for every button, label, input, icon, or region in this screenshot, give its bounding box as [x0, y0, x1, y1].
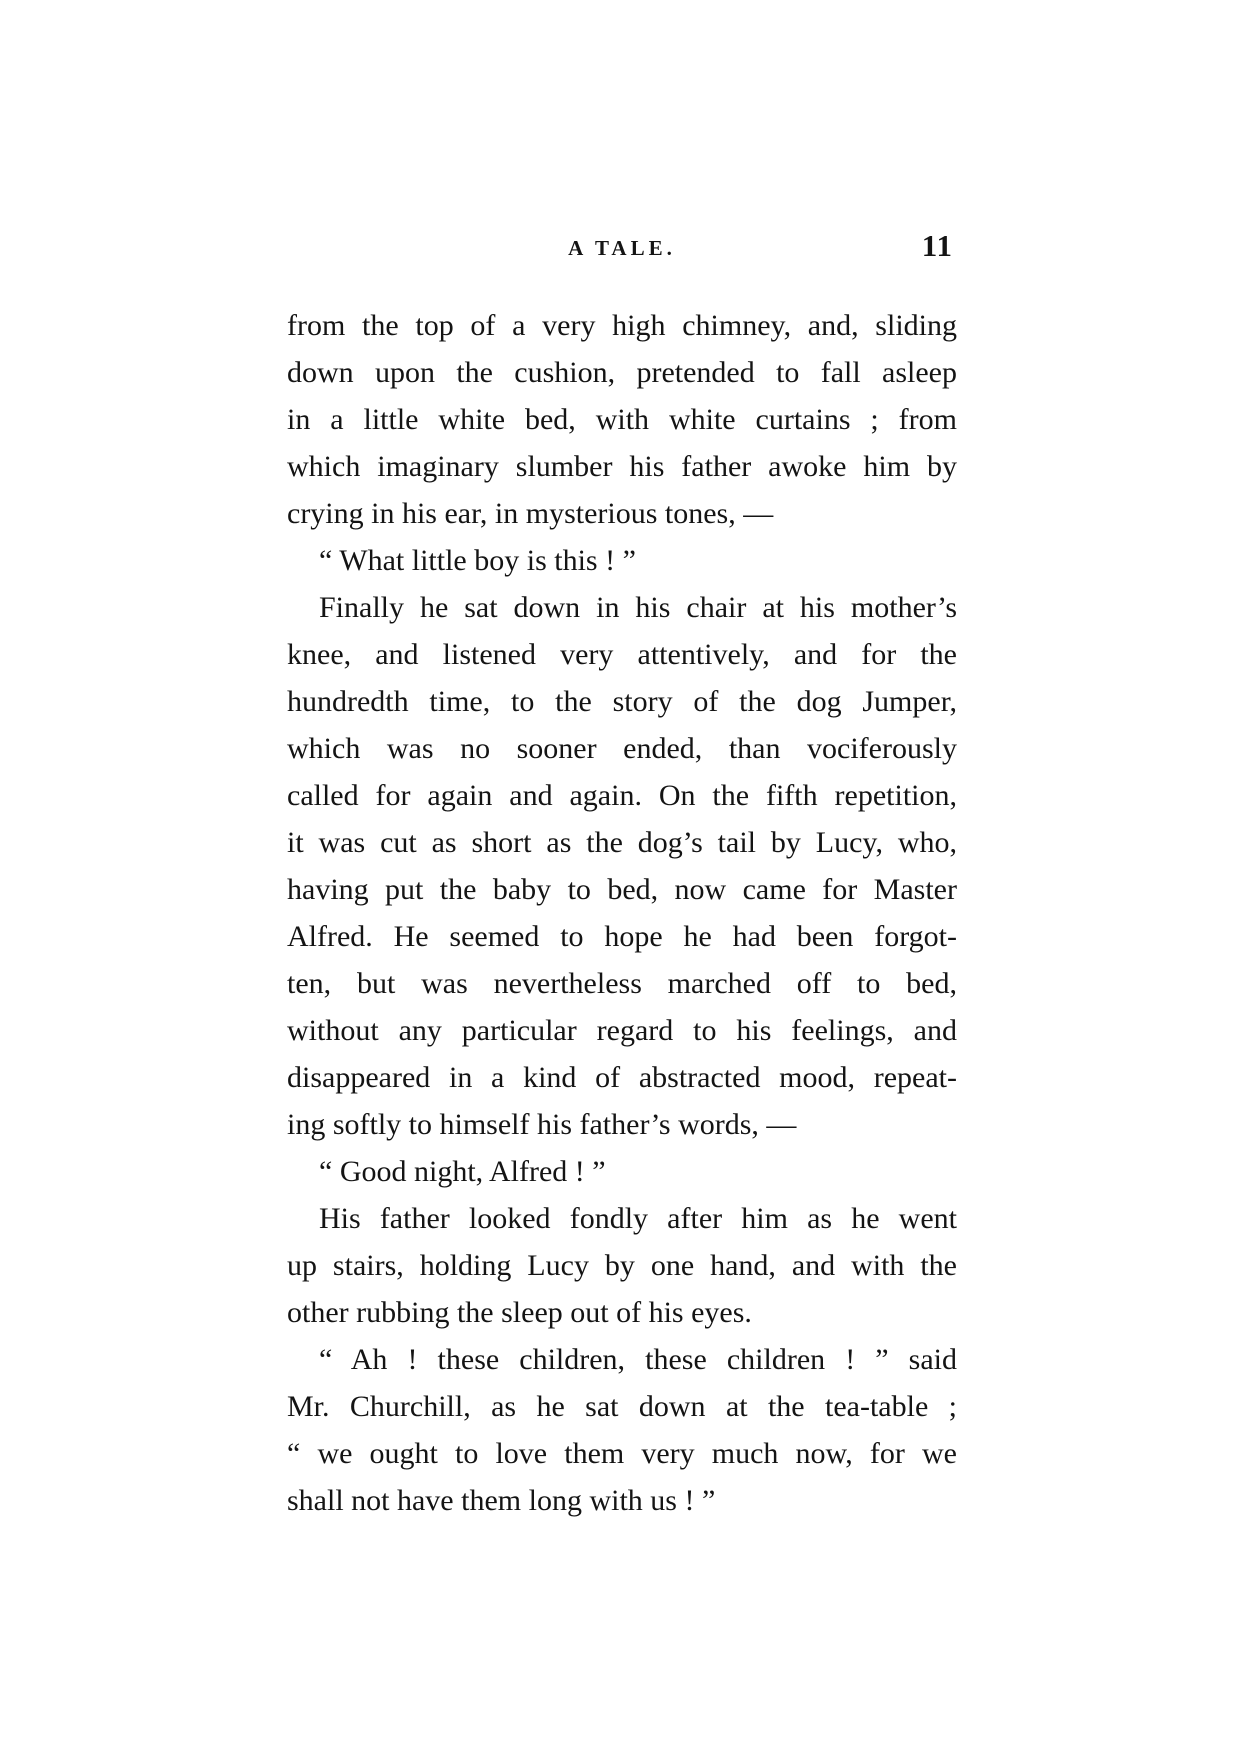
text-line: down upon the cushion, pretended to fall asleep — [287, 356, 957, 389]
text-line: hundredth time, to the story of the dog Jumper, — [287, 685, 957, 718]
text-line: from the top of a very high chimney, and, sliding — [287, 309, 957, 342]
text-line: shall not have them long with us ! ” — [287, 1484, 716, 1517]
text-line: disappeared in a kind of abstracted mood, repeat- — [287, 1061, 957, 1094]
text-line: Alfred. He seemed to hope he had been forgot- — [287, 920, 957, 953]
text-line: called for again and again. On the fifth repetition, — [287, 779, 957, 812]
text-line: which imaginary slumber his father awoke him by — [287, 450, 957, 483]
text-line: crying in his ear, in mysterious tones, — — [287, 497, 774, 530]
text-line: “ Good night, Alfred ! ” — [319, 1155, 606, 1188]
text-line: having put the baby to bed, now came for Master — [287, 873, 957, 906]
text-line: it was cut as short as the dog’s tail by Lucy, who, — [287, 826, 957, 859]
text-line: in a little white bed, with white curtains ; from — [287, 403, 957, 436]
text-line: ten, but was nevertheless marched off to bed, — [287, 967, 957, 1000]
text-line: other rubbing the sleep out of his eyes. — [287, 1296, 752, 1329]
text-line: Mr. Churchill, as he sat down at the tea-table ; — [287, 1390, 957, 1423]
text-line: Finally he sat down in his chair at his mother’s — [319, 591, 957, 624]
body-text — [287, 302, 957, 1524]
text-line: which was no sooner ended, than vociferously — [287, 732, 957, 765]
page-number: 11 — [921, 228, 953, 263]
text-line: knee, and listened very attentively, and for the — [287, 638, 957, 671]
running-head-title: A TALE. — [568, 236, 676, 260]
text-line: “ What little boy is this ! ” — [319, 544, 636, 577]
text-line: ing softly to himself his father’s words, — — [287, 1108, 797, 1141]
text-line: “ we ought to love them very much now, for we — [287, 1437, 957, 1470]
text-line: His father looked fondly after him as he went — [319, 1202, 957, 1235]
text-line: without any particular regard to his feelings, and — [287, 1014, 957, 1047]
text-line: “ Ah ! these children, these children ! ” said — [319, 1343, 957, 1376]
running-head — [287, 228, 957, 268]
text-line: up stairs, holding Lucy by one hand, and with the — [287, 1249, 957, 1282]
